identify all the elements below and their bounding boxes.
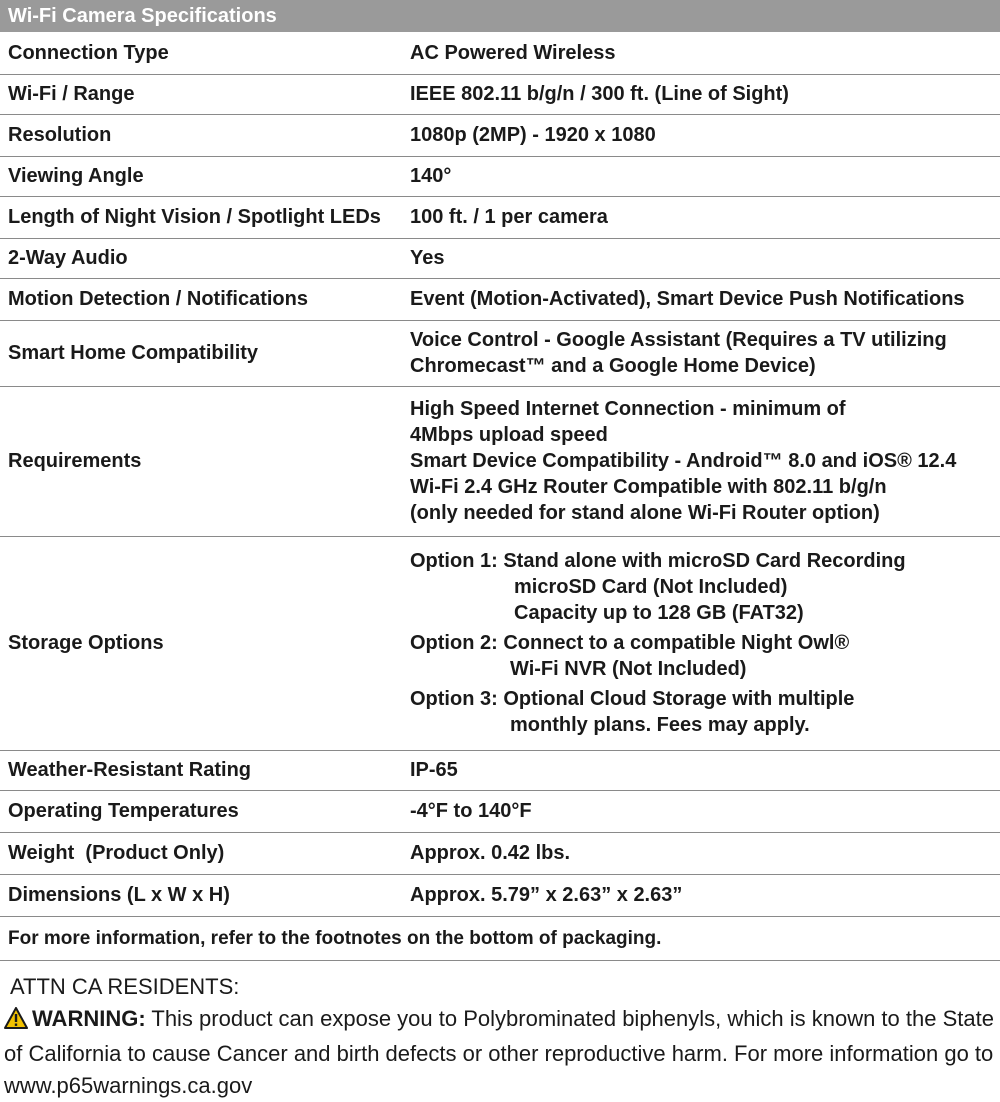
table-row — [0, 238, 1000, 278]
table-row — [0, 750, 1000, 790]
spec-label: Wi-Fi / Range — [0, 74, 405, 114]
storage-option-2: Option 2: Connect to a compatible Night Owl® — [410, 632, 850, 654]
table-row — [0, 156, 1000, 196]
table-row — [0, 386, 1000, 536]
spec-value: IP-65 — [405, 750, 1000, 790]
spec-label: Viewing Angle — [0, 156, 405, 196]
spec-label: Smart Home Compatibility — [0, 320, 405, 386]
warning-triangle-icon — [4, 1006, 28, 1038]
storage-option-1: Option 1: Stand alone with microSD Card Recording — [410, 550, 906, 572]
table-row — [0, 196, 1000, 238]
table-row — [0, 278, 1000, 320]
table-row — [0, 32, 1000, 74]
spec-label: Storage Options — [0, 536, 405, 750]
spec-label: Length of Night Vision / Spotlight LEDs — [0, 196, 405, 238]
table-row — [0, 320, 1000, 386]
spec-value: 140° — [405, 156, 1000, 196]
table-row — [0, 74, 1000, 114]
spec-value: 100 ft. / 1 per camera — [405, 196, 1000, 238]
spec-label: Operating Temperatures — [0, 790, 405, 832]
table-row — [0, 874, 1000, 916]
spec-value: IEEE 802.11 b/g/n / 300 ft. (Line of Sight) — [405, 74, 1000, 114]
spec-value: -4°F to 140°F — [405, 790, 1000, 832]
spec-label: Connection Type — [0, 32, 405, 74]
spec-label: Motion Detection / Notifications — [0, 278, 405, 320]
footnote: For more information, refer to the footnotes on the bottom of packaging. — [0, 917, 1000, 961]
spec-value: Yes — [405, 238, 1000, 278]
warning-label: WARNING: — [32, 1005, 146, 1031]
spec-value: 1080p (2MP) - 1920 x 1080 — [405, 114, 1000, 156]
prop65-warning — [0, 1003, 994, 1102]
spec-label: Requirements — [0, 386, 405, 536]
storage-option-3: Option 3: Optional Cloud Storage with multiple — [410, 688, 855, 710]
warning-body: This product can expose you to Polybrominated biphenyls, which is known to the State of California to cause Cancer and birth defects or other reproductive harm. For more information go to www.p65warnings.ca.gov — [4, 1005, 994, 1098]
spec-label: Weight (Product Only) — [0, 832, 405, 874]
spec-value: AC Powered Wireless — [405, 32, 1000, 74]
spec-label: 2-Way Audio — [0, 238, 405, 278]
spec-table-title: Wi-Fi Camera Specifications — [0, 0, 1000, 32]
table-row — [0, 536, 1000, 750]
spec-label: Resolution — [0, 114, 405, 156]
spec-label: Dimensions (L x W x H) — [0, 874, 405, 916]
spec-value: Approx. 5.79” x 2.63” x 2.63” — [405, 874, 1000, 916]
spec-value: Option 1: Stand alone with microSD Card Recording microSD Card (Not Included) Capacity up to 128 GB (FAT32) Option 2: Connect to a compatible Night Owl® Wi-Fi NVR (Not Included) Option 3: Optional Cloud Storage with multiple monthly plans. Fees may apply. — [405, 536, 1000, 750]
spec-value: Event (Motion-Activated), Smart Device Push Notifications — [405, 278, 1000, 320]
table-row — [0, 114, 1000, 156]
spec-label: Weather-Resistant Rating — [0, 750, 405, 790]
spec-value: Approx. 0.42 lbs. — [405, 832, 1000, 874]
table-row — [0, 790, 1000, 832]
spec-value: Voice Control - Google Assistant (Requires a TV utilizing Chromecast™ and a Google Home Device) — [405, 320, 1000, 386]
table-row — [0, 832, 1000, 874]
attn-heading: ATTN CA RESIDENTS: — [10, 973, 240, 999]
spec-table — [0, 32, 1000, 917]
spec-value: High Speed Internet Connection - minimum of 4Mbps upload speed Smart Device Compatibility - Android™ 8.0 and iOS® 12.4 Wi-Fi 2.4 GHz Router Compatible with 802.11 b/g/n (only needed for stand alone Wi-Fi Router option) — [405, 386, 1000, 536]
